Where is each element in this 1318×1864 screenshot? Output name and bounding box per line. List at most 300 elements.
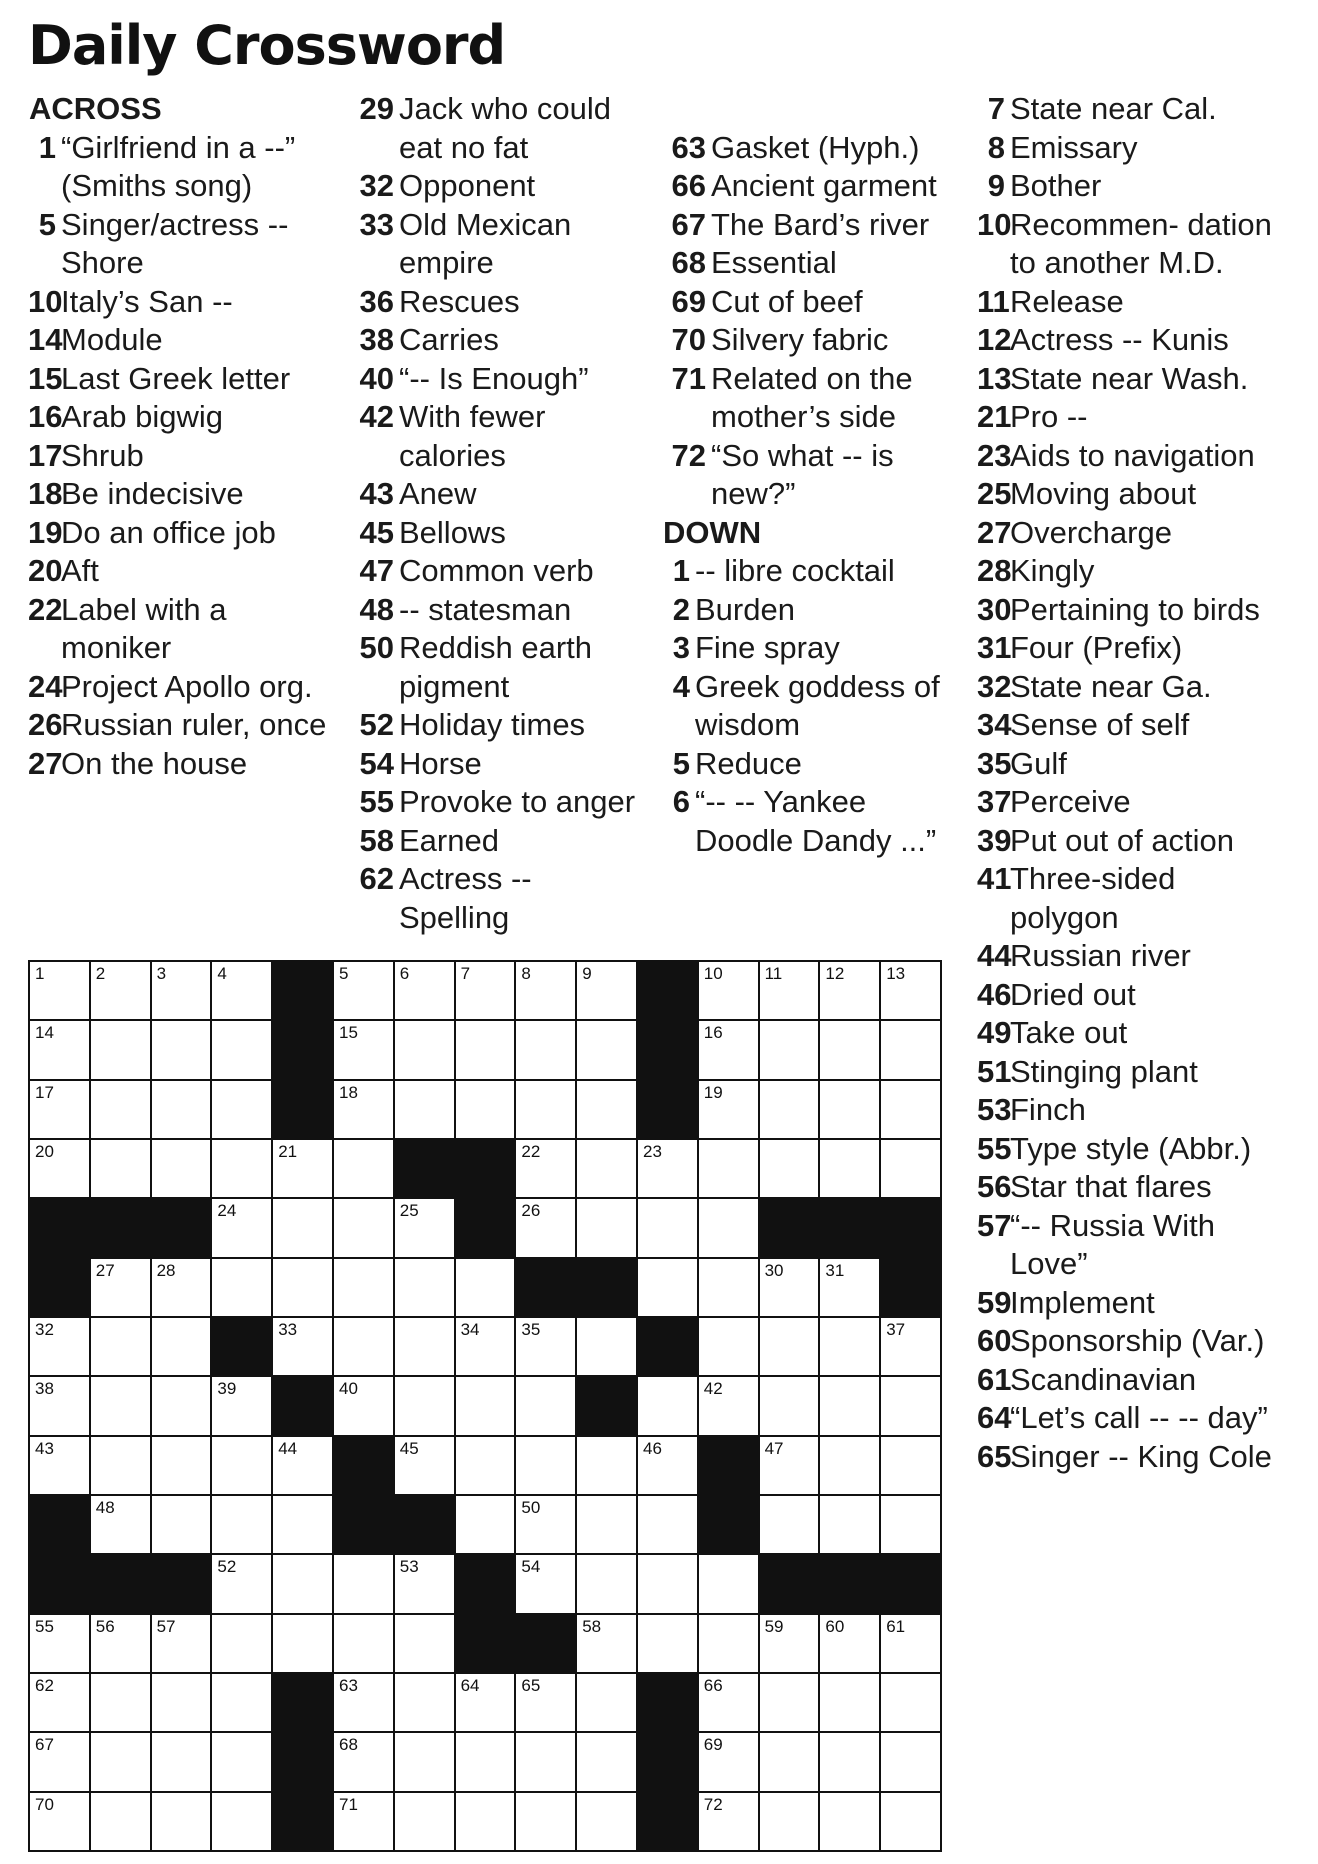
clue-number: 27 (28, 745, 63, 781)
clue-text: Reddish earth pigment (399, 630, 593, 704)
clue-text: Reduce (695, 745, 802, 781)
grid-cell[interactable] (89, 1435, 152, 1496)
down-clue-30 (977, 591, 1277, 630)
grid-cell[interactable] (879, 1791, 942, 1852)
grid-cell[interactable] (758, 1257, 821, 1318)
grid-cell[interactable] (697, 1316, 760, 1377)
grid-cell[interactable] (210, 960, 273, 1021)
clue-text: Dried out (1010, 976, 1136, 1012)
grid-cell[interactable] (271, 1613, 334, 1674)
grid-cell[interactable] (636, 1257, 699, 1318)
clue-text: State near Cal. (1010, 91, 1217, 126)
grid-cell[interactable] (636, 1553, 699, 1614)
across-clue-15 (28, 360, 328, 399)
grid-cell[interactable] (393, 1435, 456, 1496)
grid-cell[interactable] (758, 1019, 821, 1080)
grid-cell[interactable] (514, 1791, 577, 1852)
grid-cell[interactable] (28, 1079, 91, 1140)
cell-number: 31 (825, 1260, 845, 1280)
clue-text: Module (61, 322, 163, 357)
grid-cell[interactable] (636, 1494, 699, 1555)
clue-text: Ancient garment (711, 168, 937, 203)
grid-cell[interactable] (89, 1613, 152, 1674)
grid-cell[interactable] (575, 1731, 638, 1792)
grid-cell[interactable] (514, 1138, 577, 1199)
cell-number: 38 (35, 1379, 54, 1399)
clue-number: 64 (977, 1400, 1012, 1435)
grid-cell[interactable] (89, 1257, 152, 1318)
clue-text: Pertaining to birds (1010, 591, 1260, 627)
clue-text: Burden (695, 591, 795, 627)
grid-cell[interactable] (514, 1375, 577, 1436)
grid-cell[interactable] (210, 1079, 273, 1140)
cell-number: 2 (95, 964, 106, 983)
grid-cell[interactable] (150, 960, 213, 1021)
grid-cell[interactable] (636, 1613, 699, 1674)
grid-cell[interactable] (575, 1316, 638, 1377)
grid-cell[interactable] (818, 1375, 881, 1436)
across-clue-68 (662, 244, 962, 283)
clue-text: Kingly (1010, 553, 1095, 588)
grid-cell[interactable] (697, 1731, 760, 1792)
grid-cell[interactable] (636, 1375, 699, 1436)
cell-number: 12 (825, 964, 845, 983)
grid-cell[interactable] (28, 1375, 91, 1436)
grid-cell[interactable] (697, 1613, 760, 1674)
grid-cell[interactable] (454, 1435, 517, 1496)
grid-cell[interactable] (758, 1435, 821, 1496)
down-clue-61 (977, 1361, 1277, 1400)
grid-cell[interactable] (879, 1613, 942, 1674)
grid-cell[interactable] (271, 1435, 334, 1496)
grid-cell[interactable] (332, 1791, 395, 1852)
grid-cell[interactable] (393, 1375, 456, 1436)
grid-cell[interactable] (89, 1316, 152, 1377)
grid-cell[interactable] (818, 1494, 881, 1555)
grid-cell[interactable] (818, 1079, 881, 1140)
clue-number: 33 (359, 206, 394, 242)
grid-cell[interactable] (879, 1079, 942, 1140)
grid-cell[interactable] (454, 1791, 517, 1852)
grid-cell[interactable] (575, 1553, 638, 1614)
cell-number: 62 (35, 1676, 54, 1695)
grid-cell[interactable] (393, 1672, 456, 1733)
grid-cell[interactable] (210, 1672, 273, 1733)
grid-cell[interactable] (454, 1079, 517, 1140)
cell-number: 33 (278, 1320, 298, 1339)
grid-cell[interactable] (758, 1613, 821, 1674)
grid-cell[interactable] (758, 1375, 821, 1436)
grid-cell[interactable] (514, 1731, 577, 1792)
black-square (210, 1316, 273, 1377)
grid-cell[interactable] (28, 1672, 91, 1733)
clue-text: On the house (61, 745, 248, 781)
grid-cell[interactable] (879, 1138, 942, 1199)
clue-text: Moving about (1010, 476, 1197, 511)
cell-number: 5 (339, 964, 349, 983)
grid-cell[interactable] (332, 960, 395, 1021)
black-square (636, 1791, 699, 1852)
grid-cell[interactable] (575, 1672, 638, 1733)
grid-cell[interactable] (332, 1553, 395, 1614)
grid-cell[interactable] (28, 1435, 91, 1496)
grid-cell[interactable] (758, 1079, 821, 1140)
down-clue-9 (977, 167, 1277, 206)
grid-cell[interactable] (454, 1375, 517, 1436)
grid-cell[interactable] (89, 1079, 152, 1140)
grid-cell[interactable] (514, 1553, 577, 1614)
grid-cell[interactable] (879, 1494, 942, 1555)
across-clue-52 (350, 706, 650, 745)
cell-number: 13 (886, 964, 906, 983)
down-clue-64 (977, 1399, 1277, 1438)
grid-cell[interactable] (758, 1138, 821, 1199)
grid-cell[interactable] (271, 1553, 334, 1614)
grid-cell[interactable] (575, 1435, 638, 1496)
grid-cell[interactable] (271, 1257, 334, 1318)
grid-cell[interactable] (818, 1435, 881, 1496)
grid-cell[interactable] (697, 1375, 760, 1436)
grid-cell[interactable] (89, 1791, 152, 1852)
grid-cell[interactable] (636, 1435, 699, 1496)
grid-cell[interactable] (879, 1375, 942, 1436)
grid-cell[interactable] (89, 1494, 152, 1555)
black-square (636, 1731, 699, 1792)
clue-number: 66 (671, 168, 706, 203)
grid-cell[interactable] (454, 1316, 517, 1377)
down-clue-37 (977, 783, 1277, 822)
across-clue-47 (350, 552, 650, 591)
clue-text: Aids to navigation (1010, 437, 1255, 473)
grid-cell[interactable] (758, 1316, 821, 1377)
grid-cell[interactable] (89, 1375, 152, 1436)
grid-cell[interactable] (28, 1791, 91, 1852)
grid-cell[interactable] (28, 1138, 91, 1199)
grid-cell[interactable] (818, 1316, 881, 1377)
grid-cell[interactable] (514, 1435, 577, 1496)
clue-number: 39 (977, 822, 1012, 858)
across-clue-1 (28, 129, 328, 206)
grid-cell[interactable] (514, 1079, 577, 1140)
grid-cell[interactable] (514, 1672, 577, 1733)
grid-cell[interactable] (271, 1494, 334, 1555)
grid-cell[interactable] (758, 1731, 821, 1792)
down-heading: DOWN (663, 514, 762, 550)
grid-cell[interactable] (818, 1672, 881, 1733)
grid-cell[interactable] (271, 1138, 334, 1199)
grid-cell[interactable] (879, 1019, 942, 1080)
grid-cell[interactable] (393, 1079, 456, 1140)
grid-cell[interactable] (818, 960, 881, 1021)
grid-cell[interactable] (393, 1257, 456, 1318)
across-clue-55 (350, 783, 650, 822)
crossword-grid (28, 960, 940, 1850)
grid-cell[interactable] (271, 1316, 334, 1377)
grid-cell[interactable] (454, 1731, 517, 1792)
black-square (271, 1791, 334, 1852)
clue-text: Shrub (61, 437, 144, 473)
clue-number: 2 (672, 591, 690, 627)
grid-cell[interactable] (758, 1672, 821, 1733)
grid-cell[interactable] (28, 1316, 91, 1377)
clue-number: 65 (977, 1438, 1012, 1474)
grid-cell[interactable] (697, 1791, 760, 1852)
grid-cell[interactable] (332, 1672, 395, 1733)
clue-number: 51 (977, 1053, 1012, 1089)
grid-cell[interactable] (758, 1791, 821, 1852)
grid-cell[interactable] (393, 960, 456, 1021)
grid-cell[interactable] (514, 1019, 577, 1080)
clue-text: “Girlfriend in a --” (Smiths song) (61, 129, 296, 203)
grid-cell[interactable] (636, 1197, 699, 1258)
grid-cell[interactable] (758, 960, 821, 1021)
grid-cell[interactable] (210, 1553, 273, 1614)
cell-number: 15 (339, 1023, 358, 1043)
grid-cell[interactable] (697, 1553, 760, 1614)
cell-number: 4 (217, 964, 227, 983)
grid-cell[interactable] (150, 1731, 213, 1792)
grid-cell[interactable] (150, 1494, 213, 1555)
grid-cell[interactable] (332, 1138, 395, 1199)
grid-cell[interactable] (393, 1553, 456, 1614)
clue-text: Sponsorship (Var.) (1010, 1323, 1265, 1358)
grid-cell[interactable] (332, 1316, 395, 1377)
grid-cell[interactable] (514, 960, 577, 1021)
grid-cell[interactable] (636, 1138, 699, 1199)
grid-cell[interactable] (150, 1019, 213, 1080)
grid-cell[interactable] (697, 1019, 760, 1080)
across-clue-42 (350, 398, 650, 475)
grid-cell[interactable] (575, 1138, 638, 1199)
clue-number: 48 (359, 591, 394, 627)
clue-text: “-- Is Enough” (399, 360, 589, 396)
down-clue-49 (977, 1014, 1277, 1053)
clue-text: Star that flares (1010, 1169, 1212, 1204)
grid-cell[interactable] (150, 1316, 213, 1377)
grid-cell[interactable] (28, 1731, 91, 1792)
clue-text: Four (Prefix) (1010, 630, 1183, 665)
cell-number: 69 (703, 1735, 723, 1755)
clue-text: Rescues (399, 283, 520, 319)
grid-cell[interactable] (697, 960, 760, 1021)
cell-number: 24 (217, 1201, 237, 1221)
cell-number: 30 (764, 1260, 784, 1280)
grid-cell[interactable] (393, 1197, 456, 1258)
cell-number: 42 (703, 1379, 723, 1399)
across-clue-14 (28, 321, 328, 360)
clue-number: 31 (977, 630, 1012, 665)
clue-number: 62 (359, 861, 394, 896)
grid-cell[interactable] (89, 1019, 152, 1080)
grid-cell[interactable] (332, 1197, 395, 1258)
cell-number: 56 (95, 1616, 115, 1636)
clue-text: Horse (399, 745, 482, 781)
cell-number: 22 (521, 1142, 541, 1161)
cell-number: 16 (703, 1023, 723, 1043)
grid-cell[interactable] (28, 1613, 91, 1674)
grid-cell[interactable] (697, 1079, 760, 1140)
grid-cell[interactable] (89, 1672, 152, 1733)
cell-number: 32 (35, 1320, 54, 1339)
grid-cell[interactable] (697, 1138, 760, 1199)
grid-cell[interactable] (575, 1613, 638, 1674)
grid-cell[interactable] (697, 1197, 760, 1258)
clue-number: 55 (977, 1130, 1012, 1166)
grid-cell[interactable] (697, 1257, 760, 1318)
grid-cell[interactable] (818, 1791, 881, 1852)
across-clue-32 (350, 167, 650, 206)
grid-cell[interactable] (332, 1019, 395, 1080)
black-square (697, 1494, 760, 1555)
grid-cell[interactable] (454, 1019, 517, 1080)
grid-cell[interactable] (150, 1257, 213, 1318)
grid-cell[interactable] (879, 1672, 942, 1733)
grid-cell[interactable] (818, 1613, 881, 1674)
clue-number: 68 (671, 245, 706, 280)
grid-cell[interactable] (393, 1731, 456, 1792)
cell-number: 17 (35, 1082, 54, 1102)
grid-cell[interactable] (575, 1791, 638, 1852)
clue-column-2 (350, 90, 650, 937)
cell-number: 14 (35, 1023, 54, 1043)
clue-number: 11 (977, 283, 1010, 319)
grid-cell[interactable] (150, 1138, 213, 1199)
grid-cell[interactable] (210, 1613, 273, 1674)
across-clue-48 (350, 591, 650, 630)
down-clue-35 (977, 745, 1277, 784)
grid-cell[interactable] (393, 1791, 456, 1852)
grid-cell[interactable] (150, 1375, 213, 1436)
grid-cell[interactable] (575, 1197, 638, 1258)
grid-cell[interactable] (210, 1257, 273, 1318)
grid-cell[interactable] (818, 1731, 881, 1792)
clue-text: Stinging plant (1010, 1053, 1198, 1089)
grid-cell[interactable] (150, 1079, 213, 1140)
cell-number: 40 (339, 1379, 358, 1399)
clue-number: 34 (977, 707, 1012, 742)
grid-cell[interactable] (332, 1375, 395, 1436)
down-clue-13 (977, 360, 1277, 399)
down-clue-8 (977, 129, 1277, 168)
grid-cell[interactable] (89, 1138, 152, 1199)
grid-cell[interactable] (818, 1257, 881, 1318)
clue-text: Label with a moniker (61, 591, 227, 665)
grid-cell[interactable] (210, 1731, 273, 1792)
grid-cell[interactable] (150, 1435, 213, 1496)
clue-text: Do an office job (61, 514, 276, 550)
grid-cell[interactable] (818, 1138, 881, 1199)
across-clue-24 (28, 668, 328, 707)
clue-text: Carries (399, 322, 499, 357)
grid-cell[interactable] (210, 1197, 273, 1258)
grid-cell[interactable] (454, 1257, 517, 1318)
cell-number: 7 (460, 964, 471, 983)
across-clue-58 (350, 822, 650, 861)
grid-cell[interactable] (28, 960, 91, 1021)
grid-cell[interactable] (454, 1494, 517, 1555)
grid-cell[interactable] (150, 1791, 213, 1852)
grid-cell[interactable] (150, 1672, 213, 1733)
grid-cell[interactable] (393, 1019, 456, 1080)
grid-cell[interactable] (28, 1019, 91, 1080)
grid-cell[interactable] (879, 960, 942, 1021)
black-square (636, 1672, 699, 1733)
clue-text: Earned (399, 822, 499, 858)
across-clue-71 (662, 360, 962, 437)
grid-cell[interactable] (575, 1019, 638, 1080)
clue-number: 69 (671, 283, 706, 319)
clue-number: 46 (977, 976, 1012, 1012)
clue-number: 5 (672, 745, 690, 781)
grid-cell[interactable] (393, 1316, 456, 1377)
grid-cell[interactable] (514, 1494, 577, 1555)
clue-text: The Bard’s river (711, 206, 930, 242)
grid-cell[interactable] (150, 1613, 213, 1674)
grid-cell[interactable] (758, 1494, 821, 1555)
black-square (271, 960, 334, 1021)
clue-number: 24 (28, 668, 63, 704)
clue-number: 32 (359, 168, 394, 203)
grid-cell[interactable] (210, 1435, 273, 1496)
grid-cell[interactable] (332, 1731, 395, 1792)
grid-cell[interactable] (89, 960, 152, 1021)
grid-cell[interactable] (210, 1138, 273, 1199)
black-square (818, 1197, 881, 1258)
down-clue-65 (977, 1438, 1277, 1477)
grid-cell[interactable] (210, 1375, 273, 1436)
cell-number: 65 (521, 1676, 541, 1695)
grid-cell[interactable] (697, 1672, 760, 1733)
grid-cell[interactable] (332, 1257, 395, 1318)
grid-cell[interactable] (514, 1316, 577, 1377)
grid-cell[interactable] (454, 1672, 517, 1733)
grid-cell[interactable] (879, 1316, 942, 1377)
clue-number: 63 (671, 129, 706, 165)
cell-number: 57 (156, 1616, 176, 1636)
clue-number: 19 (28, 514, 63, 550)
clue-text: Russian ruler, once (61, 707, 327, 742)
grid-cell[interactable] (393, 1613, 456, 1674)
clue-text: Common verb (399, 553, 594, 588)
clue-text: Release (1010, 283, 1124, 319)
grid-cell[interactable] (879, 1435, 942, 1496)
cell-number: 52 (217, 1557, 237, 1577)
black-square (636, 1019, 699, 1080)
black-square (636, 960, 699, 1021)
grid-cell[interactable] (89, 1731, 152, 1792)
grid-cell[interactable] (210, 1791, 273, 1852)
clue-text: Recommen- dation to another M.D. (1010, 206, 1272, 280)
clue-number: 36 (359, 283, 394, 319)
grid-cell[interactable] (514, 1197, 577, 1258)
grid-cell[interactable] (210, 1494, 273, 1555)
grid-cell[interactable] (575, 960, 638, 1021)
grid-cell[interactable] (818, 1019, 881, 1080)
grid-cell[interactable] (575, 1494, 638, 1555)
grid-cell[interactable] (332, 1079, 395, 1140)
grid-cell[interactable] (332, 1613, 395, 1674)
clue-text: -- libre cocktail (695, 553, 895, 588)
clue-text: Related on the mother’s side (711, 360, 913, 434)
grid-cell[interactable] (575, 1079, 638, 1140)
clue-number: 26 (28, 707, 63, 742)
cell-number: 37 (886, 1320, 906, 1339)
grid-cell[interactable] (271, 1197, 334, 1258)
grid-cell[interactable] (454, 960, 517, 1021)
grid-cell[interactable] (879, 1731, 942, 1792)
cell-number: 28 (156, 1260, 176, 1280)
grid-cell[interactable] (210, 1019, 273, 1080)
